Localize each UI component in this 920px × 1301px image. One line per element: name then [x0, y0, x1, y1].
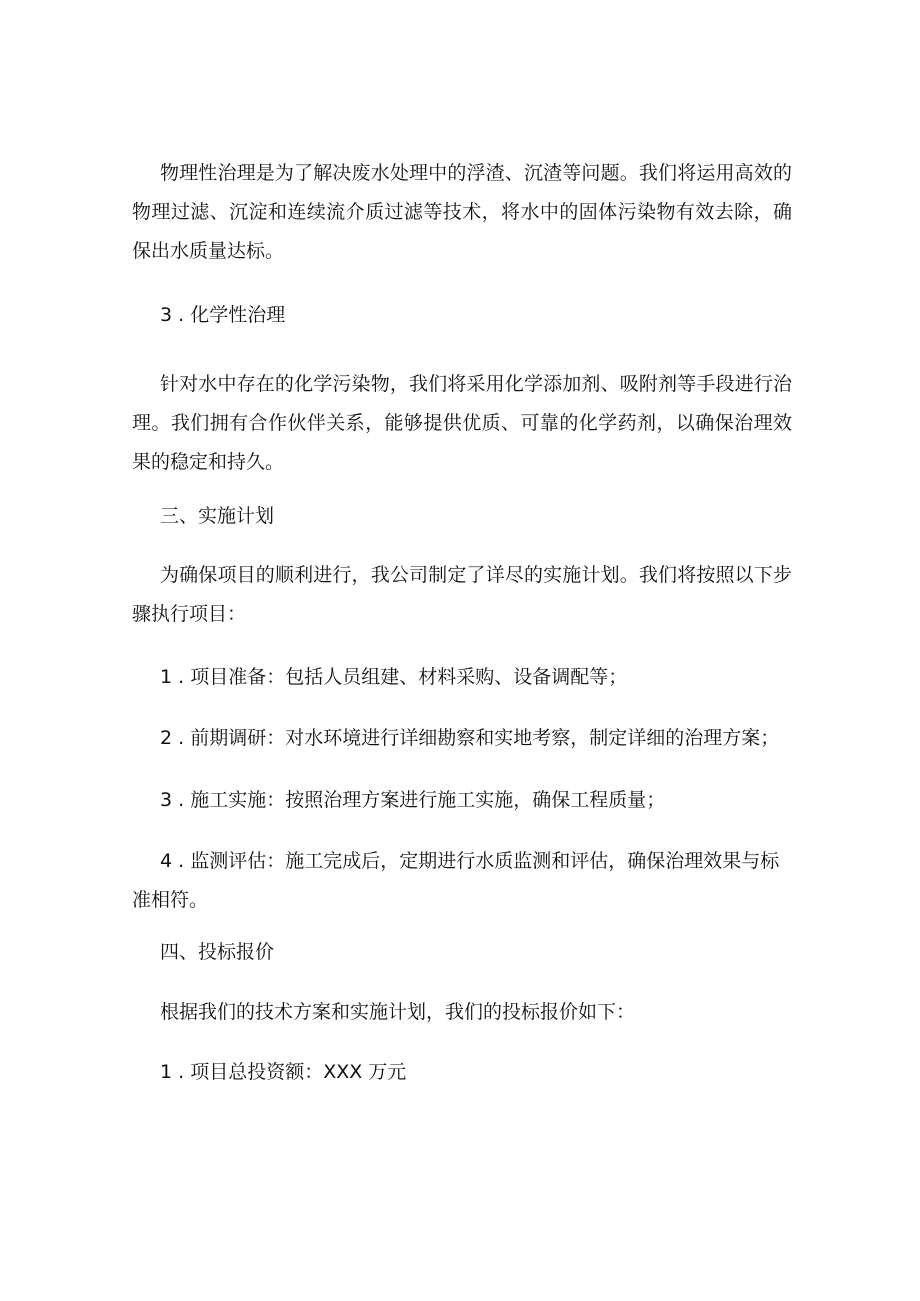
paragraph-bid-quotation: 根据我们的技术方案和实施计划，我们的投标报价如下： — [160, 1001, 636, 1023]
paragraph-implementation-plan: 为确保项目的顺利进行，我公司制定了详尽的实施计划。我们将按照以下步骤执行项目： — [132, 564, 792, 625]
heading-bid-quotation: 四、投标报价 — [160, 941, 275, 963]
plan-item-4: 4 . 监测评估：施工完成后，定期进行水质监测和评估，确保治理效果与标准相符。 — [132, 850, 780, 911]
plan-item-3: 3 . 施工实施：按照治理方案进行施工实施，确保工程质量； — [160, 789, 666, 811]
heading-implementation-plan: 三、实施计划 — [160, 505, 275, 527]
paragraph-chemical-treatment: 针对水中存在的化学污染物，我们将采用化学添加剂、吸附剂等手段进行治理。我们拥有合作伙伴关系，能够提供优质、可靠的化学药剂，以确保治理效果的稳定和持久。 — [132, 373, 792, 473]
plan-item-1: 1 . 项目准备：包括人员组建、材料采购、设备调配等； — [160, 666, 628, 688]
paragraph-physical-treatment: 物理性治理是为了解决废水处理中的浮渣、沉渣等问题。我们将运用高效的物理过滤、沉淀和连续流介质过滤等技术，将水中的固体污染物有效去除，确保出水质量达标。 — [132, 162, 792, 262]
bid-item-1: 1 . 项目总投资额：XXX 万元 — [160, 1061, 407, 1083]
plan-item-2: 2 . 前期调研：对水环境进行详细勘察和实地考察，制定详细的治理方案； — [160, 727, 780, 749]
heading-chemical-treatment: 3 . 化学性治理 — [160, 304, 286, 326]
